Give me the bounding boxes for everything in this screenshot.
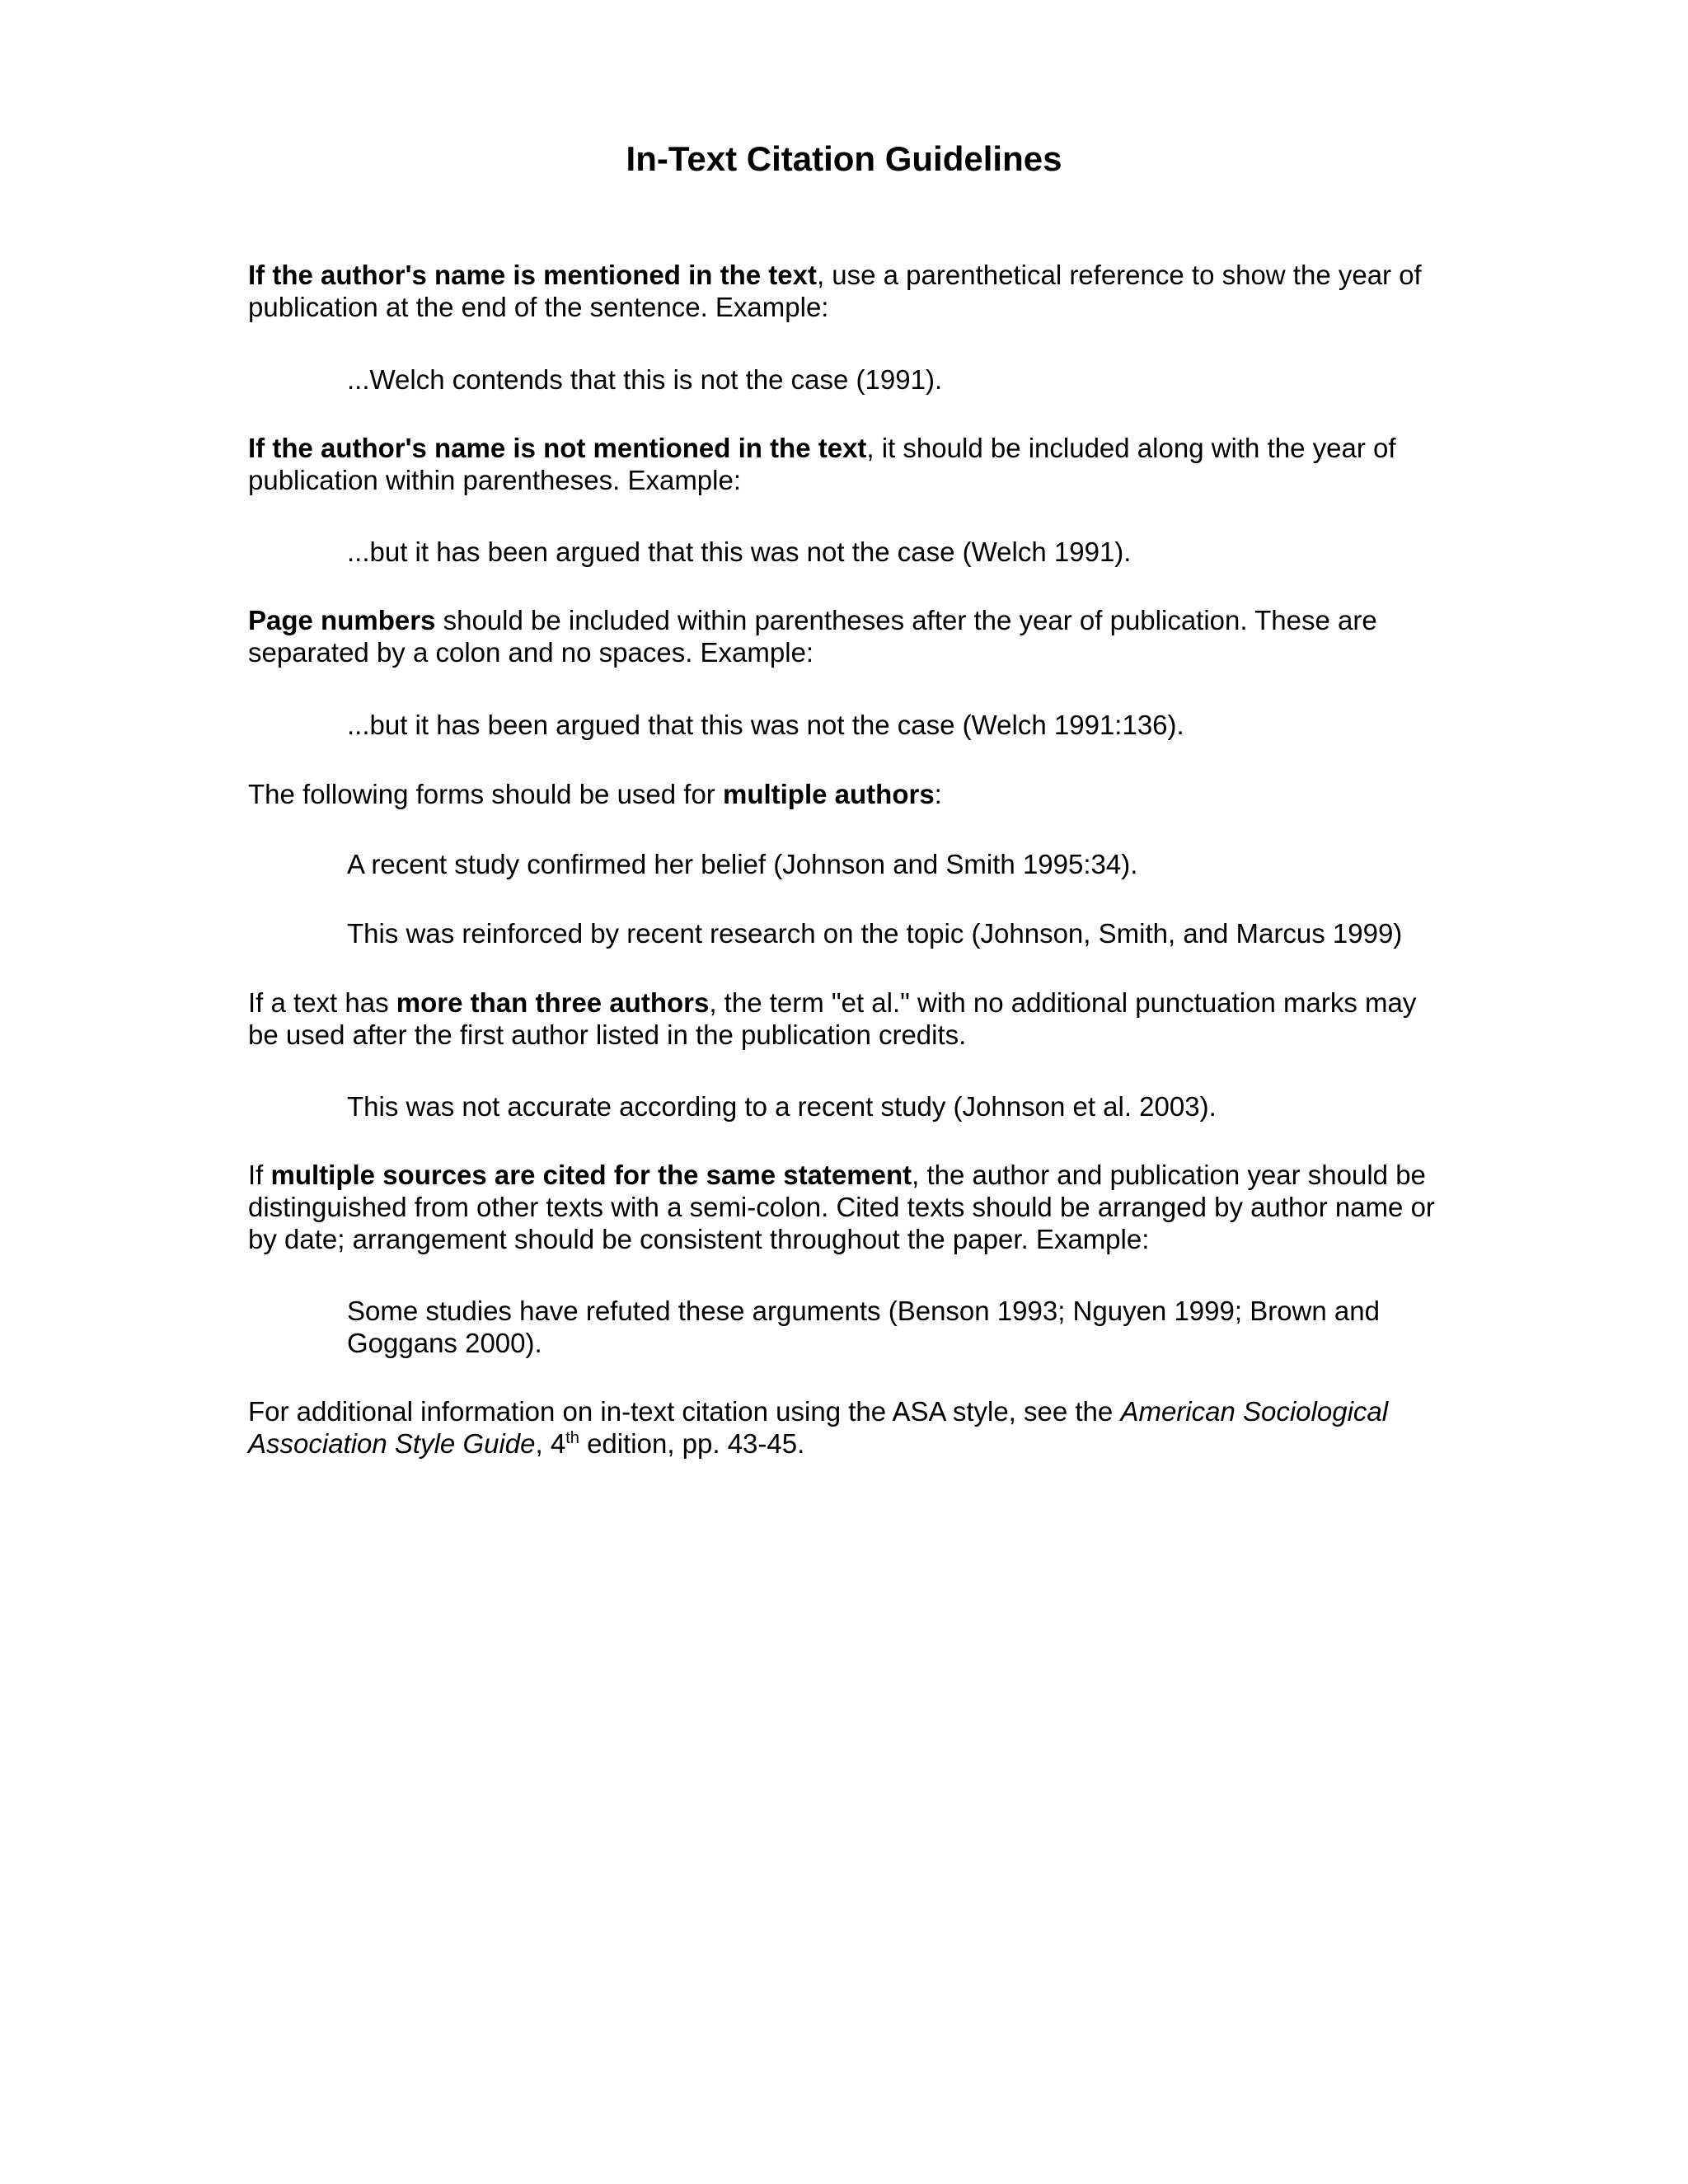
paragraph-multiple-sources bbox=[248, 1159, 1451, 1255]
paragraph-author-mentioned bbox=[248, 259, 1451, 323]
paragraph-page-numbers bbox=[248, 604, 1451, 668]
paragraph-text: , 4 bbox=[535, 1428, 566, 1459]
superscript: th bbox=[565, 1429, 579, 1447]
paragraph-more-than-three-authors bbox=[248, 987, 1451, 1051]
example-more-than-three-authors: This was not accurate according to a recent study (Johnson et al. 2003). bbox=[347, 1091, 1217, 1122]
paragraph-text: If bbox=[248, 1160, 271, 1190]
page-title: In-Text Citation Guidelines bbox=[626, 139, 1062, 178]
paragraph-multiple-authors bbox=[248, 778, 1451, 810]
paragraph-text: , it should be included along with the year of publication within parentheses. Example: bbox=[248, 433, 1396, 495]
example-multiple-authors-1: A recent study confirmed her belief (Johnson and Smith 1995:34). bbox=[347, 849, 1138, 879]
paragraph-text: The following forms should be used for bbox=[248, 779, 723, 809]
paragraph-additional-info bbox=[248, 1395, 1451, 1460]
paragraph-text: : bbox=[934, 779, 942, 809]
paragraph-text: , use a parenthetical reference to show the year of publication at the end of the sentence. Example: bbox=[248, 260, 1422, 322]
paragraph-text: should be included within parentheses after the year of publication. These are separated by a colon and no spaces. Example: bbox=[248, 605, 1377, 668]
bold-phrase: If the author's name is mentioned in the text bbox=[248, 260, 817, 290]
example-author-mentioned: ...Welch contends that this is not the case (1991). bbox=[347, 364, 943, 395]
bold-phrase: multiple sources are cited for the same statement bbox=[270, 1160, 912, 1190]
paragraph-text: , the author and publication year should be distinguished from other texts with a semi-colon. Cited texts should be arranged by author name or by date; arrangement should be consistent throughout the paper. Example: bbox=[248, 1160, 1435, 1254]
paragraph-text: edition, pp. 43-45. bbox=[579, 1428, 805, 1459]
paragraph-text: If a text has bbox=[248, 987, 396, 1018]
example-author-not-mentioned: ...but it has been argued that this was not the case (Welch 1991). bbox=[347, 537, 1132, 567]
bold-phrase: multiple authors bbox=[722, 779, 935, 809]
example-multiple-authors-2: This was reinforced by recent research on the topic (Johnson, Smith, and Marcus 1999) bbox=[347, 918, 1403, 949]
bold-phrase: If the author's name is not mentioned in the text bbox=[248, 433, 867, 463]
paragraph-author-not-mentioned bbox=[248, 432, 1451, 496]
paragraph-text: , the term "et al." with no additional punctuation marks may be used after the first author listed in the publication credits. bbox=[248, 987, 1417, 1050]
italic-title: American Sociological Association Style Guide bbox=[248, 1396, 1389, 1459]
example-multiple-sources: Some studies have refuted these arguments (Benson 1993; Nguyen 1999; Brown and Goggans 2000). bbox=[347, 1296, 1380, 1358]
paragraph-text: For additional information on in-text citation using the ASA style, see the bbox=[248, 1396, 1121, 1427]
example-page-numbers: ...but it has been argued that this was not the case (Welch 1991:136). bbox=[347, 710, 1184, 740]
bold-phrase: Page numbers bbox=[248, 605, 436, 635]
bold-phrase: more than three authors bbox=[396, 987, 710, 1018]
